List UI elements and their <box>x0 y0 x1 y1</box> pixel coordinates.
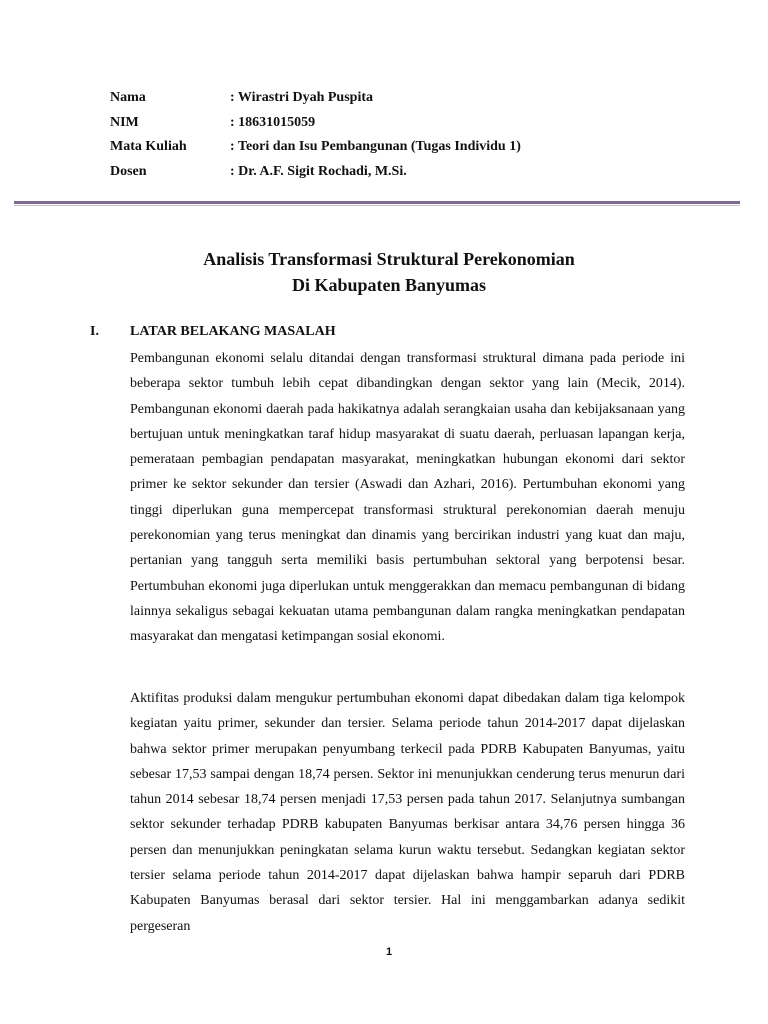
info-row-nim <box>110 111 521 136</box>
info-value: : Teori dan Isu Pembangunan (Tugas Individu 1) <box>230 139 521 155</box>
info-label: Dosen <box>110 164 147 180</box>
info-value: : 18631015059 <box>230 114 316 130</box>
title-line-2: Di Kabupaten Banyumas <box>291 275 487 295</box>
section-title: LATAR BELAKANG MASALAH <box>130 324 336 339</box>
paragraph: Pembangunan ekonomi selalu ditandai dengan transformasi struktural dimana pada periode ini beberapa sektor tumbuh lebih cepat dibandingkan dengan sektor yang lain (Mecik, 2014). Pembangunan ekonomi daerah pada hakikatnya adalah serangkaian usaha dan kebijaksanaan yang bertujuan untuk meningkatkan taraf hidup masyarakat di suatu daerah, perluasan lapangan kerja, pemerataan pembagian pendapatan masyarakat, meningkatkan hubungan ekonomi dari sektor primer ke sektor sekunder dan tersier (Aswadi dan Azhari, 2016). Pertumbuhan ekonomi yang tinggi diperlukan guna mempercepat transformasi struktural perekonomian daerah menuju perekonomian yang terus meningkat dan dinamis yang bercirikan industri yang kuat dan maju, pertanian yang tangguh serta memiliki basis pertumbuhan sektoral yang berpotensi besar. Pertumbuhan ekonomi juga diperlukan untuk menggerakkan dan memacu pembangunan di bidang lainnya sekaligus sebagai kekuatan utama pembangunan dalam rangka meningkatkan pendapatan masyarakat dan mengatasi ketimpangan sosial ekonomi. <box>130 351 685 645</box>
info-label: Mata Kuliah <box>110 139 187 155</box>
section-number: I. <box>90 324 99 339</box>
info-value: : Wirastri Dyah Puspita <box>230 90 373 105</box>
student-info-block <box>110 86 521 185</box>
info-row-course <box>110 135 521 160</box>
document-title <box>0 246 768 298</box>
header-divider-shadow <box>14 205 740 206</box>
info-label: NIM <box>110 114 139 130</box>
section-heading <box>90 324 336 340</box>
info-row-lecturer <box>110 160 521 185</box>
info-value: : Dr. A.F. Sigit Rochadi, M.Si. <box>230 164 407 180</box>
paragraph: Aktifitas produksi dalam mengukur pertumbuhan ekonomi dapat dibedakan dalam tiga kelompok kegiatan yaitu primer, sekunder dan tersier. Selama periode tahun 2014-2017 dapat dijelaskan bahwa sektor primer merupakan penyumbang terkecil pada PDRB Kabupaten Banyumas, yaitu sebesar 17,53 sampai dengan 18,74 persen. Sektor ini menunjukkan cenderung terus menurun dari tahun 2014 sebesar 18,74 persen menjadi 17,53 persen pada tahun 2017. Selanjutnya sumbangan sektor sekunder terhadap PDRB kabupaten Banyumas berkisar antara 34,76 persen hingga 36 persen dan menunjukkan peningkatan selama kurun waktu tersebut. Sedangkan kegiatan sektor tersier selama periode tahun 2014-2017 dapat dijelaskan bahwa hampir separuh dari PDRB Kabupaten Banyumas berasal dari sektor tersier. Hal ini menggambarkan adanya sedikit pergeseran <box>130 691 685 934</box>
title-line-1: Analisis Transformasi Struktural Perekonomian <box>203 249 575 269</box>
header-divider <box>14 201 740 204</box>
info-label: Nama <box>110 90 146 105</box>
info-row-name <box>110 86 521 111</box>
page-number: 1 <box>385 946 393 958</box>
